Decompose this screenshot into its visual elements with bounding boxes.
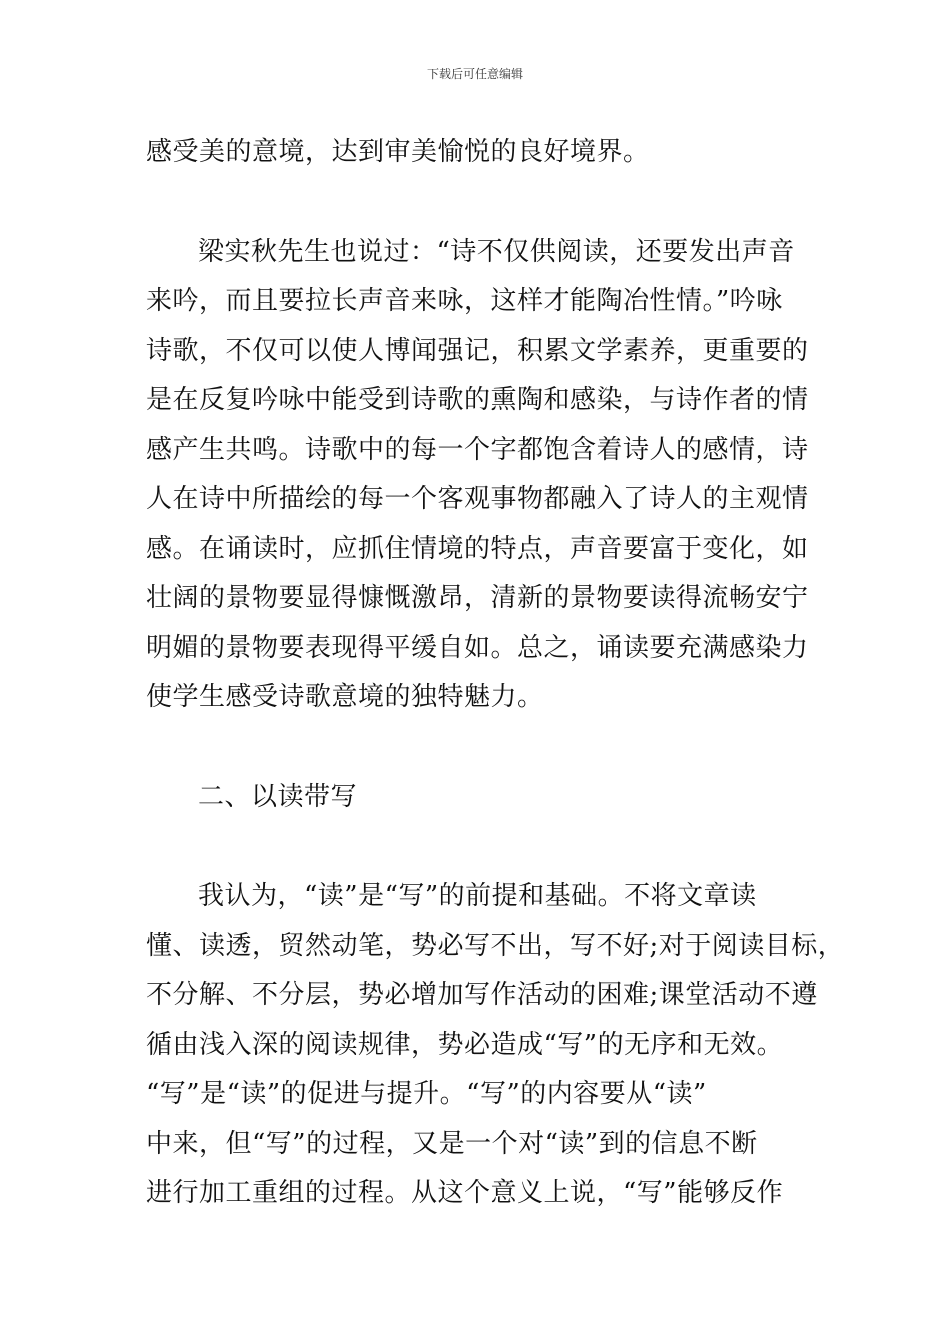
text-line: 人在诗中所描绘的每一个客观事物都融入了诗人的主观情 [146,484,809,514]
text-line: 感受美的意境，达到审美愉悦的良好境界。 [146,137,650,167]
paragraph [146,872,845,1219]
paragraph [146,128,814,178]
page-header: 下载后可任意编辑 [426,67,523,81]
text-line: 我认为，“读”是“写”的前提和基础。不将文章读 [198,881,757,911]
text-line: 使学生感受诗歌意境的独特魅力。 [146,682,544,712]
text-line: 感产生共鸣。诗歌中的每一个字都饱含着诗人的感情，诗 [146,434,809,465]
text-line: 中来，但“写”的过程，又是一个对“读”到的信息不断 [146,1128,758,1159]
text-line: 是在反复吟咏中能受到诗歌的熏陶和感染，与诗作者的情 [146,385,809,415]
text-line: 感。在诵读时，应抓住情境的特点，声音要富于变化，如 [146,533,809,564]
text-line: 不分解、不分层，势必增加写作活动的困难;课堂活动不遵 [146,980,818,1010]
text-line: 懂、读透，贸然动笔，势必写不出，写不好;对于阅读目标， [146,930,845,961]
paragraph-gap [146,822,814,872]
text-line: 梁实秋先生也说过：“诗不仅供阅读，还要发出声音 [198,236,795,267]
text-line: 壮阔的景物要显得慷慨激昂，清新的景物要读得流畅安宁 [146,583,809,613]
document-body [146,128,845,1219]
text-line: 诗歌，不仅可以使人博闻强记，积累文学素养，更重要的 [146,335,809,366]
paragraph-gap [146,723,814,773]
text-line: 明媚的景物要表现得平缓自如。总之，诵读要充满感染力 [146,632,809,663]
text-line: “写”是“读”的促进与提升。“写”的内容要从“读” [146,1079,707,1109]
text-line: 来吟，而且要拉长声音来咏，这样才能陶冶性情。”吟咏 [146,286,783,316]
paragraph [146,228,814,723]
section-heading [146,773,814,823]
paragraph-gap [146,178,814,228]
text-line: 循由浅入深的阅读规律，势必造成“写”的无序和无效。 [146,1029,784,1060]
heading-line: 二、以读带写 [198,781,358,812]
text-line: 进行加工重组的过程。从这个意义上说，“写”能够反作 [146,1178,784,1208]
